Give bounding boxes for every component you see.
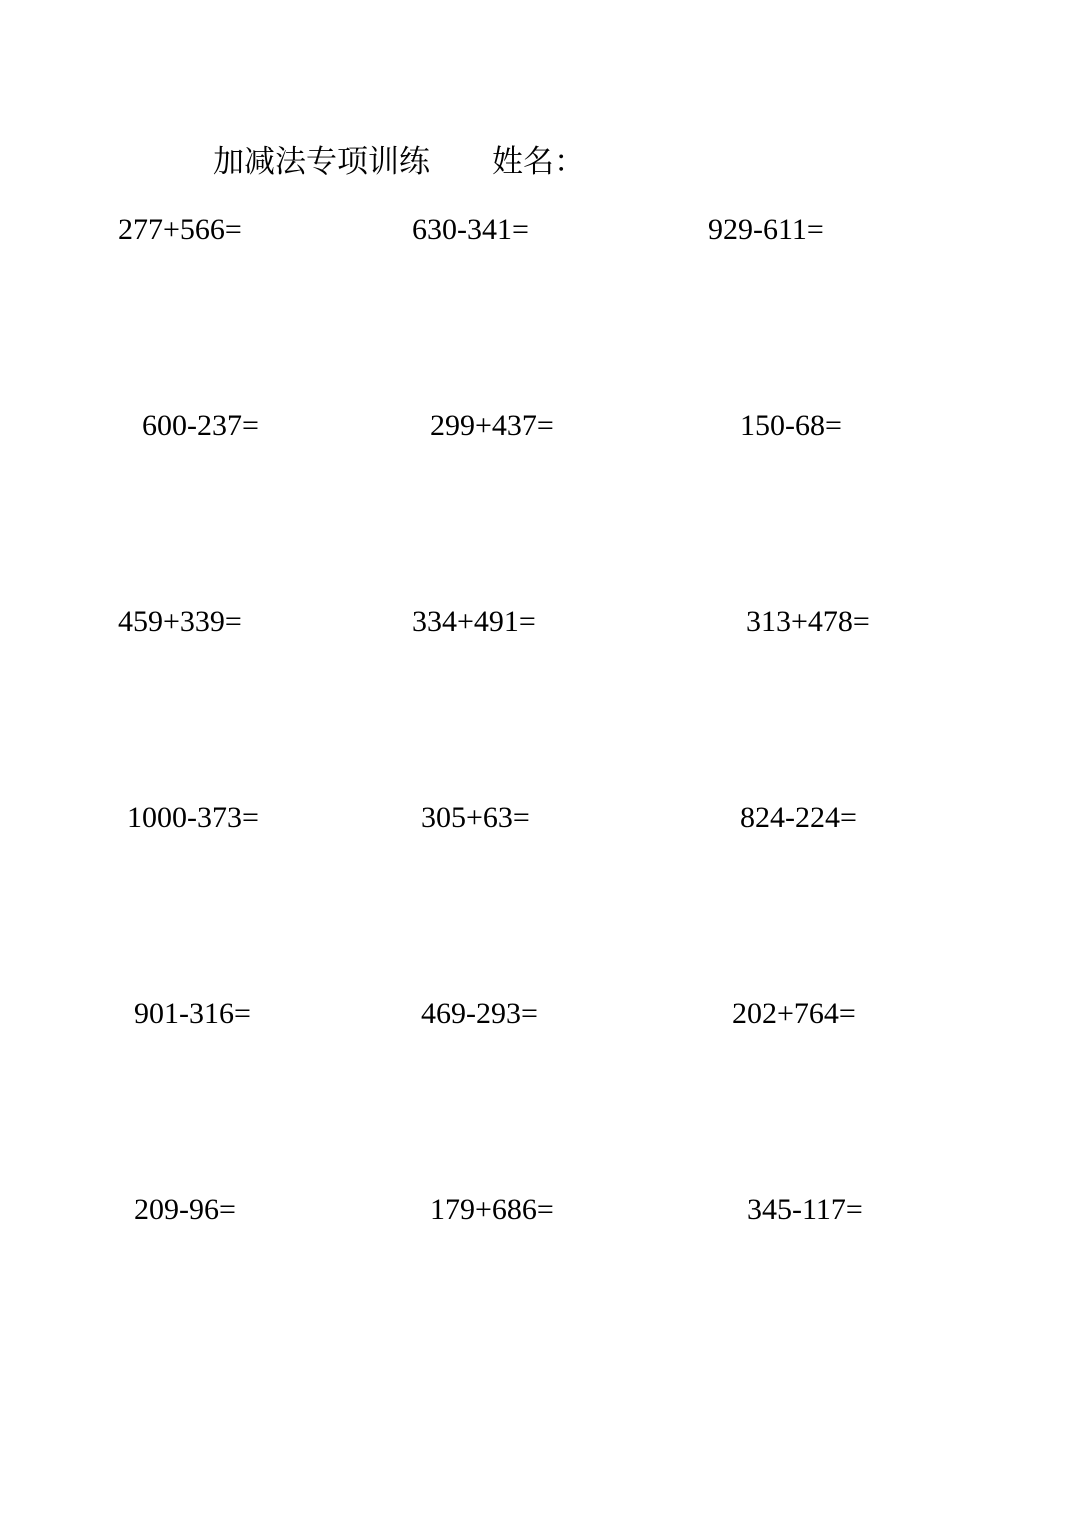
problem-item: 179+686= [430, 1193, 554, 1226]
problem-item: 305+63= [421, 801, 530, 834]
problem-item: 334+491= [412, 605, 536, 638]
problem-item: 469-293= [421, 997, 538, 1030]
problem-item: 299+437= [430, 409, 554, 442]
problem-item: 209-96= [134, 1193, 236, 1226]
problem-item: 313+478= [746, 605, 870, 638]
worksheet-title: 加减法专项训练 [213, 144, 430, 179]
problem-item: 150-68= [740, 409, 842, 442]
problem-item: 630-341= [412, 213, 529, 246]
problem-item: 345-117= [747, 1193, 863, 1226]
problem-item: 1000-373= [127, 801, 259, 834]
problem-item: 901-316= [134, 997, 251, 1030]
name-label: 姓名： [492, 144, 585, 179]
problem-item: 277+566= [118, 213, 242, 246]
worksheet-header [213, 142, 585, 182]
problem-item: 459+339= [118, 605, 242, 638]
problem-item: 600-237= [142, 409, 259, 442]
problem-item: 929-611= [708, 213, 824, 246]
problem-item: 202+764= [732, 997, 856, 1030]
problem-item: 824-224= [740, 801, 857, 834]
